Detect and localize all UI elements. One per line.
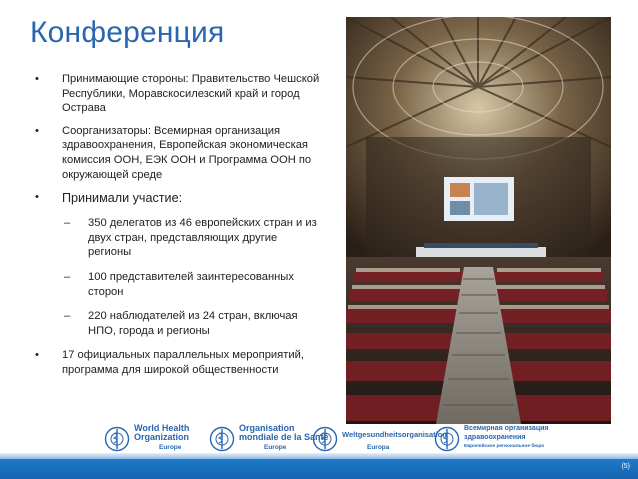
sub-bullet-stakeholders	[30, 270, 322, 299]
sub-bullet-text: 220 наблюдателей из 24 стран, включая НПО, города и регионы	[88, 310, 298, 337]
bullet-text: Соорганизаторы: Всемирная организация здравоохранения, Европейская экономическая комиссия ООН, ЕЭК ООН и Программа ООН по окружающей среде	[62, 124, 312, 181]
bullet-side-events	[30, 348, 322, 377]
logo-region: Europe	[264, 444, 287, 451]
who-emblem-icon	[434, 426, 460, 452]
bullet-text: Принимающие стороны: Правительство Чешской Республики, Моравскосилезский край и город Острава	[62, 73, 320, 115]
logo-line1: Всемирная организация	[464, 425, 549, 432]
bullet-coorganizers	[30, 124, 322, 182]
sub-bullet-marker: –	[64, 217, 71, 230]
who-emblem-icon	[104, 426, 130, 452]
conference-hall-photo	[346, 17, 611, 424]
bullet-list	[30, 72, 322, 386]
bullet-marker: •	[35, 124, 39, 137]
sub-bullet-observers	[30, 309, 322, 338]
logo-line2: Organization	[134, 432, 190, 442]
who-emblem-icon	[312, 426, 338, 452]
logo-line1: Organisation	[239, 423, 295, 433]
page-number: (5)	[621, 463, 630, 470]
conference-hall-illustration	[346, 17, 611, 424]
bullet-hosts	[30, 72, 322, 116]
logo-region: Europe	[159, 444, 182, 451]
who-emblem-icon	[209, 426, 235, 452]
sub-bullet-text: 350 делегатов из 46 европейских стран и из двух стран, представляющих другие регионы	[88, 217, 317, 259]
slide-title: Конференция	[30, 16, 225, 49]
sub-bullet-text: 100 представителей заинтересованных сторон	[88, 270, 294, 298]
bullet-marker: •	[35, 73, 39, 85]
logo-line1: Weltgesundheitsorganisation	[342, 430, 447, 439]
bullet-text: 17 официальных параллельных мероприятий, программа для широкой общественности	[62, 349, 304, 376]
sub-bullet-delegates	[30, 216, 322, 260]
bullet-marker: •	[35, 191, 39, 204]
logo-line2: здравоохранения	[464, 434, 526, 441]
sub-bullet-marker: –	[64, 310, 71, 323]
bullet-text: Принимали участие:	[62, 191, 183, 206]
logo-region: Europa	[367, 444, 390, 451]
logo-line1: World Health	[134, 423, 190, 433]
logo-region: Европейское региональное бюро	[464, 444, 545, 449]
bullet-marker: •	[35, 349, 39, 362]
sub-bullet-marker: –	[64, 270, 71, 283]
footer-band	[0, 457, 638, 479]
bullet-participants	[30, 190, 322, 206]
logo-line2: mondiale de la Santé	[239, 432, 329, 442]
